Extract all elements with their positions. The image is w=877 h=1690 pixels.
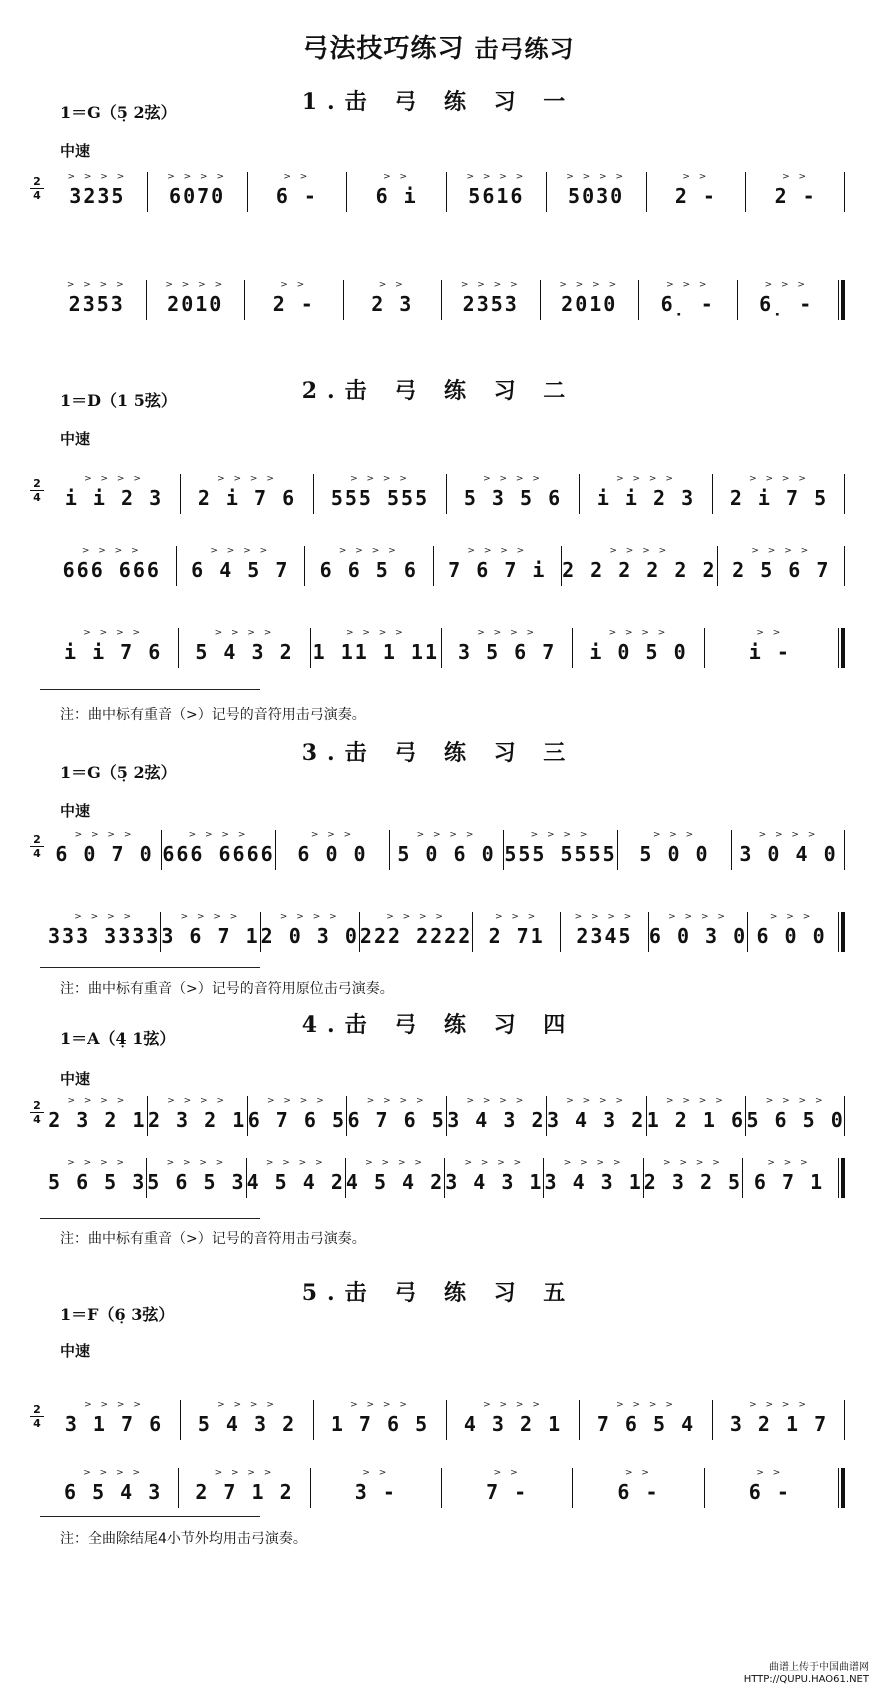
bowing-marks: > > > [764,280,808,290]
bowing-marks: > > > > [566,172,626,182]
time-signature-top: 2 [33,833,41,846]
measure [561,546,716,586]
exercise-2-note-rule [40,689,260,690]
exercise-3-line-2 [30,912,845,952]
measure-notes: 1 7 6 5 [330,1412,430,1436]
exercise-5-note: 注：全曲除结尾4小节外均用击弓演奏。 [60,1531,307,1547]
bowing-marks: > > [493,1468,521,1478]
bowing-marks: > > > > [188,830,249,840]
measure-notes: 5 0 6 0 [397,842,496,866]
measure [180,1400,313,1440]
bowing-marks: > > [383,172,411,182]
measure [441,280,540,320]
bowing-marks: > > > > [467,546,528,556]
bowing-marks: > > > > [608,628,669,638]
measure [579,1400,712,1440]
measure [446,172,546,212]
measure [546,1096,646,1136]
measure [745,172,845,212]
measure [617,830,731,870]
bowing-marks: > > > > [366,1096,427,1106]
bowing-marks: > > > > [267,1096,327,1106]
bowing-marks: > > > > [214,1468,275,1478]
exercise-5-line-2 [30,1468,845,1508]
bowing-marks: > > > > [166,1158,227,1168]
measure [737,280,836,320]
exercise-5-tempo: 中速 [60,1342,91,1360]
bowing-marks: > > > > [483,474,543,484]
bowing-marks: > > > > [350,474,410,484]
exercise-5-key: 1＝F（6̣ 3弦） [60,1305,175,1324]
measure [444,1158,543,1198]
exercise-4-note-rule [40,1218,260,1219]
measure-notes: 6 7 6 5 [347,1108,446,1132]
measure [176,546,305,586]
measure [48,474,180,514]
time-signature-bottom: 4 [33,189,41,202]
measure [313,474,446,514]
measure-notes: 3235 [69,184,126,208]
time-signature-bottom: 4 [33,491,41,504]
measure-notes: 7 6 5 4 [596,1412,696,1436]
barline [844,172,845,212]
exercise-5-note-rule [40,1516,260,1517]
final-barline [838,1468,845,1508]
bowing-marks: > > > > [81,546,142,556]
measure [146,280,245,320]
measure-notes: 333 3333 [48,924,161,948]
bowing-marks: > > > > [466,172,527,182]
measure-notes: 6̣ - [759,292,814,316]
measure [48,830,161,870]
measure [503,830,617,870]
exercise-2-line-2 [30,546,845,586]
bowing-marks: > > [283,172,311,182]
measure-notes: 5 3 5 6 [463,486,563,510]
bowing-marks: > > > [666,280,710,290]
measure [359,912,472,952]
measure-notes: 2 3 2 1 [147,1108,247,1132]
barline [844,1096,845,1136]
measure [747,912,835,952]
measure [712,474,845,514]
bowing-marks: > > > > [67,172,128,182]
measure-notes: 2 5 6 7 [732,558,831,582]
bowing-marks: > > [756,628,784,638]
measure [712,1400,845,1440]
exercise-4-title: 4.击 弓 练 习 四 [301,1012,576,1038]
bowing-marks: > > > > [616,474,676,484]
measure [343,280,442,320]
measure [48,546,176,586]
measure-notes: 2 7 1 2 [195,1480,294,1504]
measure-notes: 666 6666 [162,842,275,866]
measure-notes: 2 71 [488,924,545,948]
measure-notes: 1 11 1 11 [312,640,439,664]
measure-notes: 6 6 5 6 [319,558,418,582]
measure-notes: 555 555 [330,486,430,510]
measure-notes: 3 6 7 1 [161,924,260,948]
measure-notes: 6 7 1 [753,1170,825,1194]
measure [247,1096,347,1136]
measure [310,1468,441,1508]
measure [346,172,446,212]
measure-notes: 2010 [167,292,224,316]
measure-notes: i i 7 6 [64,640,163,664]
time-signature-bottom: 4 [33,847,41,860]
measure [246,1158,345,1198]
measure-notes: 1 2 1 6 [646,1108,746,1132]
bowing-marks: > > > > [83,1468,144,1478]
measure-notes: 3 0 4 0 [739,842,838,866]
page-title [0,28,877,65]
bowing-marks: > > > > [167,172,227,182]
measure-notes: 6 0 0 [297,842,368,866]
exercise-2-line-3 [30,628,845,668]
measure-notes: 4 5 4 2 [246,1170,345,1194]
measure-notes: 2 3 2 1 [48,1108,147,1132]
final-barline [838,912,845,952]
bowing-marks: > > > > [210,546,271,556]
exercise-1-title: 1.击 弓 练 习 一 [301,89,576,115]
measure-notes: i 0 5 0 [589,640,688,664]
bowing-marks: > > > > [217,474,277,484]
measure [260,912,359,952]
measure-notes: i - [748,640,791,664]
measure-notes: 6 - [617,1480,660,1504]
exercise-3-line-1 [30,830,845,870]
measure [48,280,146,320]
measure-notes: 3 4 3 2 [546,1108,646,1132]
measure [446,1400,579,1440]
barline [844,1400,845,1440]
measure-notes: i i 2 3 [64,486,164,510]
measure-notes: 2 - [272,292,315,316]
bowing-marks: > > > > [616,1400,676,1410]
exercise-3-tempo: 中速 [60,802,91,820]
watermark-line-2: HTTP://QUPU.HAO61.NET [743,1674,869,1685]
bowing-marks: > > [625,1468,652,1478]
measure [48,1468,178,1508]
measure-notes: 5616 [468,184,525,208]
measure [643,1158,742,1198]
page-title-sub: 击弓练习 [474,34,575,63]
measure [704,1468,835,1508]
bowing-marks: > > > [769,912,814,922]
measure [638,280,737,320]
bowing-marks: > > > > [365,1158,425,1168]
bowing-marks: > > > > [749,1400,809,1410]
measure [560,912,648,952]
measure-notes: 6 i [375,184,418,208]
measure [579,474,712,514]
bowing-marks: > > > > [574,912,635,922]
exercise-3-note-rule [40,967,260,968]
measure [147,172,247,212]
bowing-marks: > > > > [180,912,241,922]
measure-notes: 6 0 3 0 [648,924,748,948]
bowing-marks: > > > > [666,1096,726,1106]
measure-notes: 6 - [748,1480,791,1504]
time-signature [30,1404,44,1429]
measure-notes: 6 - [275,184,318,208]
bowing-marks: > > > > [416,830,477,840]
measure-notes: 6070 [169,184,226,208]
measure-notes: 7 6 7 i [448,558,547,582]
bowing-marks: > > > [652,830,697,840]
measure [244,280,343,320]
exercise-4-note: 注：曲中标有重音（>）记号的音符用击弓演奏。 [60,1231,366,1247]
bowing-marks: > > > > [350,1400,410,1410]
final-barline [838,280,845,320]
measure-notes: 5 0 0 [639,842,710,866]
measure [540,280,639,320]
bowing-marks: > > > [310,830,355,840]
measure-notes: 2 - [674,184,717,208]
bowing-marks: > > > > [84,1400,144,1410]
bowing-marks: > > [682,172,710,182]
measure [178,1468,309,1508]
bowing-marks: > > > > [214,628,275,638]
bowing-marks: > > > > [751,546,812,556]
measure-notes: 2 0 3 0 [260,924,359,948]
bowing-marks: > > > > [758,830,819,840]
measure-notes: i i 2 3 [596,486,696,510]
exercise-2-tempo: 中速 [60,430,91,448]
watermark-line-1: 曲谱上传于中国曲谱网 [769,1662,869,1673]
exercise-3-key: 1＝G（5̣ 2弦） [60,763,177,782]
bowing-marks: > > [782,172,810,182]
bowing-marks: > > > > [265,1158,326,1168]
exercise-1-key: 1＝G（5̣ 2弦） [60,103,177,122]
exercise-5-title: 5.击 弓 练 习 五 [301,1280,576,1306]
measure-notes: 666 666 [62,558,161,582]
time-signature-top: 2 [33,477,41,490]
bowing-marks: > > [378,280,406,290]
measure [345,1158,444,1198]
measure [646,1096,746,1136]
bowing-marks: > > > > [464,1158,525,1168]
time-signature [30,176,44,201]
final-barline [838,628,845,668]
bowing-marks: > > > > [83,628,144,638]
measure-notes: 2345 [576,924,633,948]
final-barline [838,1158,845,1198]
measure [717,546,846,586]
bowing-marks: > > [362,1468,390,1478]
page-title-main: 弓法技巧练习 [302,34,465,64]
measure [161,830,275,870]
exercise-5-line-1 [30,1400,845,1440]
measure [146,1158,245,1198]
exercise-4-key: 1＝A（4̣ 1弦） [60,1029,176,1048]
bowing-marks: > > > > [279,912,340,922]
measure-notes: 6̣ - [660,292,715,316]
bowing-marks: > > > > [765,1096,826,1106]
bowing-marks: > > > > [338,546,399,556]
bowing-marks: > > > > [530,830,591,840]
measure-notes: 6 0 7 0 [55,842,154,866]
measure [745,1096,845,1136]
measure-notes: 6 7 6 5 [247,1108,347,1132]
bowing-marks: > > > [767,1158,811,1168]
measure-notes: 5 6 5 0 [746,1108,845,1132]
exercise-2-title: 2.击 弓 练 习 二 [301,378,576,404]
measure [546,172,646,212]
measure [313,1400,446,1440]
measure-notes: 4 3 2 1 [463,1412,563,1436]
exercise-1-line-1 [30,172,845,212]
bowing-marks: > > > > [74,912,135,922]
time-signature-top: 2 [33,175,41,188]
measure-notes: 2 2 2 2 2 2 [562,558,717,582]
time-signature-top: 2 [33,1403,41,1416]
exercise-3-note: 注：曲中标有重音（>）记号的音符用原位击弓演奏。 [60,981,394,997]
exercise-2-key: 1＝D（1 5弦） [60,391,177,410]
bowing-marks: > > > [494,912,539,922]
measure [446,474,579,514]
measure [275,830,389,870]
measure-notes: 7 - [486,1480,529,1504]
bowing-marks: > > > > [66,280,127,290]
measure [147,1096,247,1136]
barline [844,830,845,870]
measure-notes: 3 4 3 2 [447,1108,546,1132]
measure [180,474,313,514]
time-signature [30,478,44,503]
measure-notes: 2010 [561,292,618,316]
bowing-marks: > > > > [345,628,406,638]
measure [310,628,441,668]
time-signature-bottom: 4 [33,1113,41,1126]
measure [389,830,503,870]
measure-notes: 2353 [462,292,519,316]
measure-notes: 5 6 5 3 [147,1170,246,1194]
measure [48,912,160,952]
time-signature [30,1100,44,1125]
site-watermark [744,1662,869,1686]
bowing-marks: > > > > [84,474,144,484]
exercise-2-line-1 [30,474,845,514]
barline [844,474,845,514]
measure [433,546,562,586]
exercise-4-line-2 [30,1158,845,1198]
bowing-marks: > > > > [609,546,670,556]
bowing-marks: > > > > [563,1158,624,1168]
measure-notes: 555 5555 [504,842,617,866]
bowing-marks: > > > > [483,1400,543,1410]
measure [648,912,747,952]
measure [441,1468,572,1508]
exercise-1-tempo: 中速 [60,142,91,160]
measure [48,1158,146,1198]
measure [646,172,746,212]
measure [543,1158,642,1198]
bowing-marks: > > > > [477,628,538,638]
measure-notes: 5 6 5 3 [48,1170,147,1194]
measure-notes: 3 1 7 6 [64,1412,164,1436]
measure [572,1468,703,1508]
measure-notes: 3 - [354,1480,397,1504]
bowing-marks: > > [756,1468,784,1478]
bowing-marks: > > > > [663,1158,723,1168]
measure [472,912,560,952]
measure-notes: 6 4 5 7 [191,558,290,582]
bowing-marks: > > > > [749,474,809,484]
measure-notes: 3 5 6 7 [458,640,557,664]
measure-notes: 6 0 0 [756,924,827,948]
bowing-marks: > > > > [460,280,521,290]
measure-notes: 2 3 [371,292,414,316]
barline [844,546,845,586]
measure-notes: 5 4 3 2 [195,640,294,664]
measure [346,1096,446,1136]
measure-notes: 3 2 1 7 [729,1412,829,1436]
bowing-marks: > > > > [74,830,135,840]
measure-notes: 3 4 3 1 [445,1170,544,1194]
bowing-marks: > > > > [386,912,446,922]
measure-notes: 2 3 2 5 [643,1170,743,1194]
exercise-2-note: 注：曲中标有重音（>）记号的音符用击弓演奏。 [60,707,366,723]
time-signature-top: 2 [33,1099,41,1112]
time-signature-bottom: 4 [33,1417,41,1430]
measure-notes: 4 5 4 2 [345,1170,445,1194]
exercise-4-tempo: 中速 [60,1070,91,1088]
measure [441,628,572,668]
measure-notes: 2 i 7 6 [197,486,297,510]
measure-notes: 5 4 3 2 [197,1412,297,1436]
measure [446,1096,546,1136]
measure-notes: 6 5 4 3 [64,1480,163,1504]
bowing-marks: > > [280,280,308,290]
measure [178,628,309,668]
measure [704,628,835,668]
measure-notes: 2 i 7 5 [729,486,829,510]
measure-notes: 3 4 3 1 [544,1170,643,1194]
measure [48,1400,180,1440]
measure-notes: 2 - [774,184,817,208]
exercise-1-line-2 [30,280,845,320]
bowing-marks: > > > > [67,1096,128,1106]
measure [742,1158,835,1198]
measure [48,628,178,668]
measure-notes: 222 2222 [359,924,473,948]
measure [572,628,703,668]
bowing-marks: > > > > [167,1096,227,1106]
exercise-4-line-1 [30,1096,845,1136]
measure [48,1096,147,1136]
measure [731,830,845,870]
measure-notes: 5030 [568,184,625,208]
measure [160,912,259,952]
measure [304,546,433,586]
bowing-marks: > > > > [466,1096,527,1106]
bowing-marks: > > > > [165,280,226,290]
bowing-marks: > > > > [559,280,620,290]
bowing-marks: > > > > [67,1158,128,1168]
bowing-marks: > > > > [668,912,728,922]
measure [48,172,147,212]
time-signature [30,834,44,859]
bowing-marks: > > > > [566,1096,626,1106]
bowing-marks: > > > > [217,1400,277,1410]
measure-notes: 2353 [68,292,125,316]
exercise-3-title: 3.击 弓 练 习 三 [301,740,576,766]
measure [247,172,347,212]
